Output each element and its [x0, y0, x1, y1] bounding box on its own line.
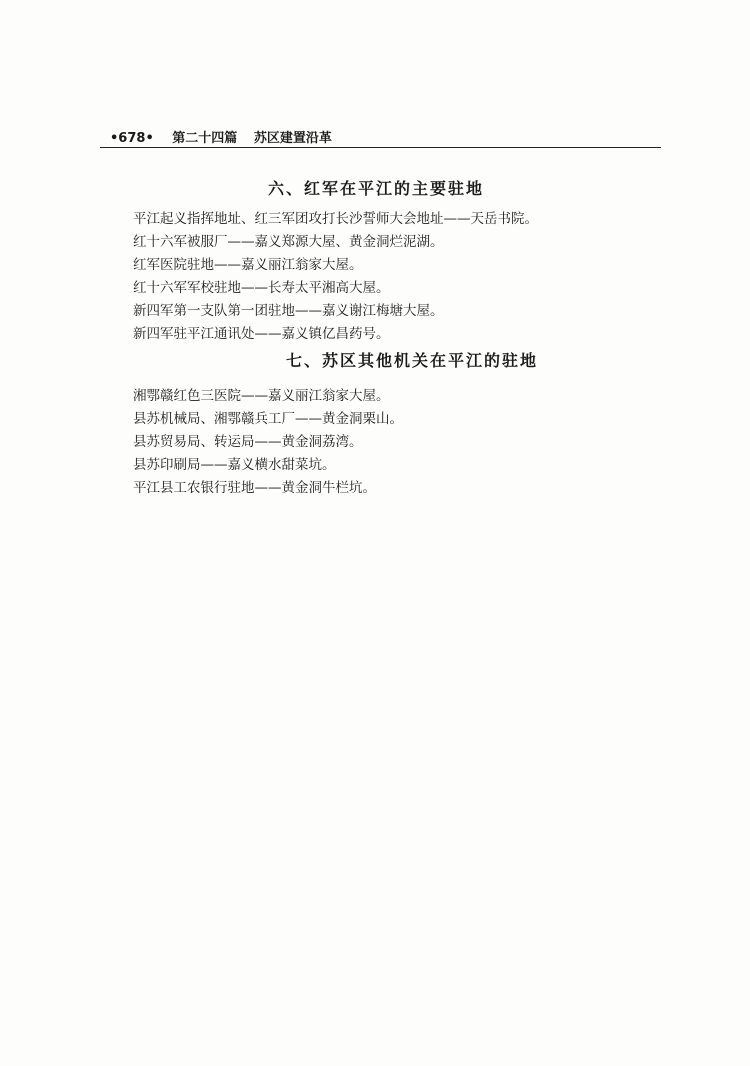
header-divider — [100, 147, 661, 148]
red-army-stations-list — [133, 208, 538, 346]
list-item: 县苏贸易局、转运局——黄金洞荔湾。 — [133, 434, 363, 450]
list-item: 新四军驻平江通讯处——嘉义镇亿昌药号。 — [133, 326, 390, 342]
list-item: 新四军第一支队第一团驻地——嘉义谢江梅塘大屋。 — [133, 303, 444, 319]
section-title-soviet-agencies: 七、苏区其他机关在平江的驻地 — [286, 351, 539, 370]
list-item: 平江起义指挥地址、红三军团攻打长沙誓师大会地址——天岳书院。 — [133, 211, 538, 227]
soviet-agencies-list — [133, 385, 403, 500]
list-item: 湘鄂赣红色三医院——嘉义丽江翁家大屋。 — [133, 388, 390, 404]
list-item: 平江县工农银行驻地——黄金洞牛栏坑。 — [133, 480, 376, 496]
page-number: •678• — [110, 131, 154, 146]
list-item: 县苏机械局、湘鄂赣兵工厂——黄金洞栗山。 — [133, 411, 403, 427]
running-header — [110, 127, 332, 147]
list-item: 县苏印刷局——嘉义横水甜菜坑。 — [133, 457, 336, 473]
list-item: 红军医院驻地——嘉义丽江翁家大屋。 — [133, 257, 363, 273]
part-label: 第二十四篇 — [172, 131, 238, 146]
list-item: 红十六军被服厂——嘉义郑源大屋、黄金洞烂泥湖。 — [133, 234, 444, 250]
list-item: 红十六军军校驻地——长寿太平湘高大屋。 — [133, 280, 390, 296]
section-title-red-army-stations: 六、红军在平江的主要驻地 — [268, 179, 485, 198]
chapter-title: 苏区建置沿革 — [253, 131, 332, 146]
